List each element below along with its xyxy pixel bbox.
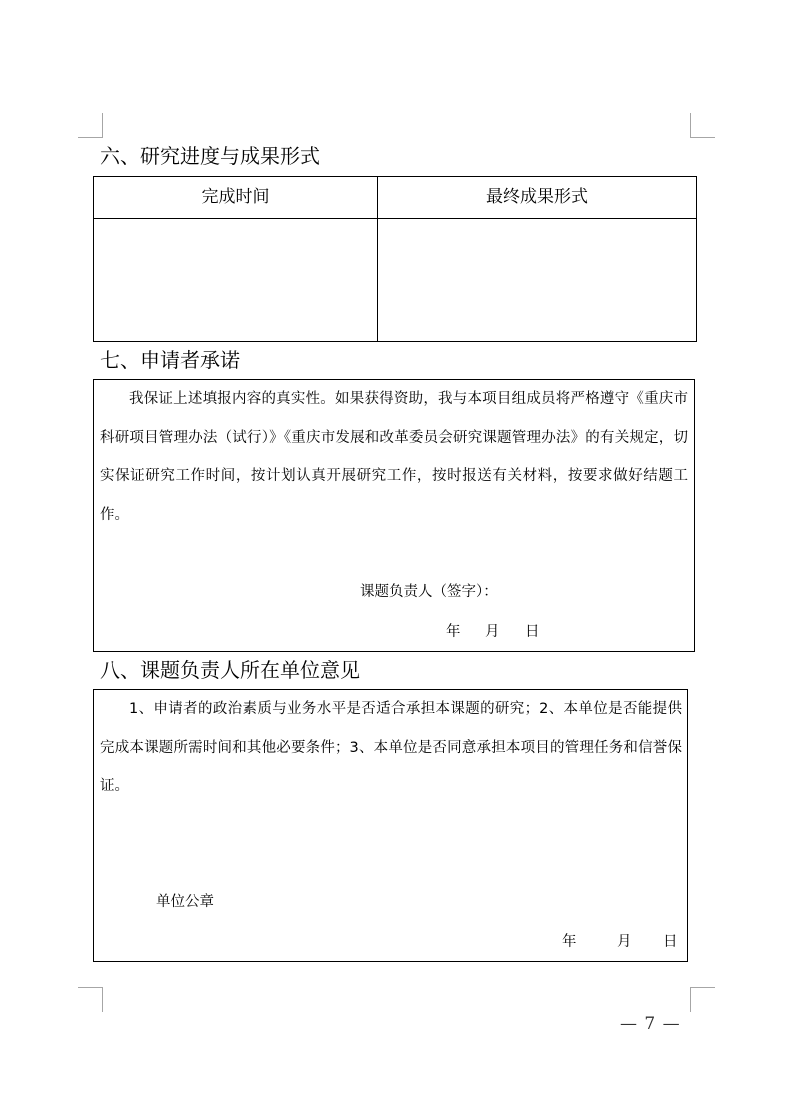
unit-seal-label: 单位公章 <box>156 894 214 910</box>
unit-opinion-text: 1、申请者的政治素质与业务水平是否适合承担本课题的研究；2、本单位是否能提供完成本课题所需时间和其他必要条件；3、本单位是否同意承担本项目的管理任务和信誉保证。 <box>100 701 682 794</box>
commitment-box <box>93 379 695 652</box>
table-column-divider <box>377 177 378 341</box>
crop-mark-bottom-left <box>78 987 103 1012</box>
table-header-divider <box>94 218 696 219</box>
date-year: 年 <box>562 934 577 950</box>
column-header-completion-time: 完成时间 <box>201 187 270 207</box>
crop-mark-top-right <box>690 113 715 138</box>
page-number: — 7 — <box>620 1014 681 1034</box>
section-7-heading: 七、申请者承诺 <box>100 348 240 372</box>
progress-table <box>93 176 697 342</box>
crop-mark-top-left <box>78 113 103 138</box>
date-day: 日 <box>525 624 540 640</box>
section-8-heading: 八、课题负责人所在单位意见 <box>100 658 360 682</box>
commitment-text: 我保证上述填报内容的真实性。如果获得资助，我与本项目组成员将严格遵守《重庆市科研项目管理办法（试行）》《重庆市发展和改革委员会研究课题管理办法》的有关规定，切实保证研究工作时间，按计划认真开展研究工作，按时报送有关材料，按要求做好结题工作。 <box>100 391 688 523</box>
date-year: 年 <box>446 624 461 640</box>
column-header-final-result-form: 最终成果形式 <box>486 187 588 207</box>
crop-mark-bottom-right <box>690 987 715 1012</box>
date-month: 月 <box>617 934 632 950</box>
signature-label: 课题负责人（签字）： <box>360 584 498 600</box>
date-month: 月 <box>485 624 500 640</box>
section-6-heading: 六、研究进度与成果形式 <box>100 144 320 168</box>
unit-opinion-box <box>93 689 688 962</box>
date-day: 日 <box>663 934 678 950</box>
